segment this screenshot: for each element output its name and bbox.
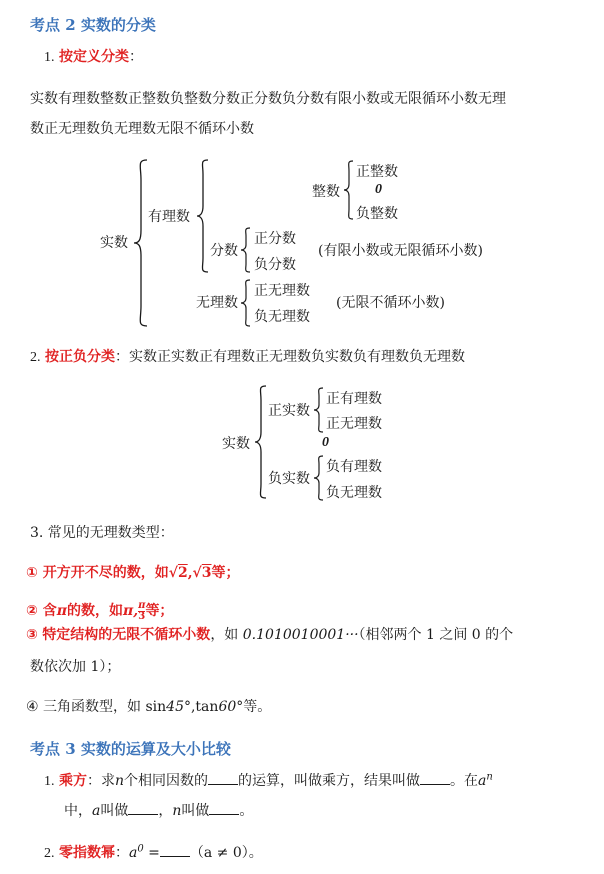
type-text: （相邻两个 1 之间 0 的个 xyxy=(358,627,514,643)
item-text: ， xyxy=(158,803,173,819)
item-colon: ： xyxy=(128,49,143,65)
irrational-type xyxy=(26,696,271,716)
item-number: 1. xyxy=(44,50,55,65)
item-text: ：求 xyxy=(86,773,115,789)
type-continuation: 数依次加 1）； xyxy=(30,659,121,675)
flat-text-line: 数正无理数负无理数无限不循环小数 xyxy=(30,121,254,137)
type-text: ,tan xyxy=(190,699,219,715)
tree-leaf: 负有理数 xyxy=(326,459,382,475)
math-var: n xyxy=(114,773,124,789)
item-label: 按正负分类 xyxy=(44,349,115,365)
item-text: 实数正实数正有理数正无理数负实数负有理数负无理数 xyxy=(128,349,465,365)
tree-node-rational: 有理数 xyxy=(148,209,190,225)
item-colon: ： xyxy=(114,349,129,365)
pi-symbol: π, xyxy=(122,603,139,619)
fill-blank[interactable] xyxy=(420,772,450,785)
fraction-numerator: π xyxy=(138,599,146,611)
tree-leaf: 负整数 xyxy=(356,206,398,222)
radicand: 3 xyxy=(201,565,212,581)
radicand: 2 xyxy=(177,565,188,581)
type-text: 开方开不尽的数，如 xyxy=(42,565,169,581)
tree-root: 实数 xyxy=(100,235,128,251)
angle: 60° xyxy=(218,699,244,715)
math-exponent: n xyxy=(486,771,493,783)
tree-node-irrational: 无理数 xyxy=(196,295,238,311)
fill-blank[interactable] xyxy=(160,844,190,857)
type-text: 三角函数型，如 sin xyxy=(43,699,167,715)
tree-root: 实数 xyxy=(222,436,250,452)
math-var: a xyxy=(477,773,487,789)
example-number: 0.1010010001··· xyxy=(242,627,359,643)
type-text: 的数，如 xyxy=(66,603,123,619)
tree-leaf: 正有理数 xyxy=(326,391,382,407)
irrational-type xyxy=(26,624,513,644)
fill-blank[interactable] xyxy=(208,772,238,785)
tree-leaf: 负分数 xyxy=(254,257,296,273)
circled-number: ③ xyxy=(26,627,38,643)
tree-leaf: 0 xyxy=(375,182,382,197)
math-var: a xyxy=(92,803,101,819)
tree-node-integer: 整数 xyxy=(312,184,340,200)
item-label: 零指数幂 xyxy=(58,845,115,861)
math-var: n xyxy=(172,803,182,819)
tree-leaf: 正整数 xyxy=(356,164,398,180)
section-title: 考点 3 实数的运算及大小比较 xyxy=(30,740,231,758)
circled-number: ④ xyxy=(26,699,39,715)
item-number: 2. xyxy=(44,846,55,861)
item-heading xyxy=(44,770,493,790)
tree-leaf: 正无理数 xyxy=(326,416,382,432)
type-label: 特定结构的无限不循环小数 xyxy=(42,627,211,643)
math-exponent: 0 xyxy=(137,843,144,855)
brace-icon xyxy=(313,388,325,432)
item-label: 按定义分类 xyxy=(58,49,129,65)
brace-icon xyxy=(196,160,210,272)
brace-icon xyxy=(240,228,252,272)
brace-icon xyxy=(313,456,325,500)
item-text: = xyxy=(143,845,160,861)
brace-icon xyxy=(240,280,252,326)
brace-icon xyxy=(343,161,355,219)
item-number: 2. xyxy=(30,350,41,365)
brace-icon xyxy=(133,160,149,326)
item-colon: ： xyxy=(114,845,129,861)
item-text: 个相同因数的 xyxy=(123,773,208,789)
item-text: 。 xyxy=(239,803,254,819)
item-text: 叫做 xyxy=(100,803,129,819)
angle: 45° xyxy=(166,699,191,715)
circled-number: ② xyxy=(26,603,38,619)
irrational-type: ① 开方开不尽的数，如√2,√3等； xyxy=(26,565,240,581)
item-text: （a ≠ 0）。 xyxy=(189,845,263,861)
tree-leaf: 0 xyxy=(322,435,329,450)
section-title: 考点 2 实数的分类 xyxy=(30,16,156,34)
flat-text-line: 实数有理数整数正整数负整数分数正分数负分数有限小数或无限循环小数无理 xyxy=(30,91,506,107)
pi-symbol: π xyxy=(56,603,67,619)
irrational-type xyxy=(26,600,173,622)
tree-leaf: 正无理数 xyxy=(254,283,310,299)
fill-blank[interactable] xyxy=(209,802,239,815)
tree-node-negative: 负实数 xyxy=(268,471,310,487)
type-text: 含 xyxy=(42,603,57,619)
item-label: 乘方 xyxy=(58,773,87,789)
type-text: ，如 xyxy=(210,627,243,643)
item-continuation xyxy=(64,800,253,820)
math-var: a xyxy=(128,845,138,861)
item-text: 叫做 xyxy=(181,803,210,819)
type-end: 等。 xyxy=(243,699,272,715)
type-end: 等； xyxy=(145,603,174,619)
item-text: 的运算，叫做乘方，结果叫做 xyxy=(237,773,420,789)
circled-number: ① xyxy=(26,565,38,581)
fraction-denominator: 3 xyxy=(138,610,146,622)
tree-note: (有限小数或无限循环小数) xyxy=(318,243,483,259)
item-heading: 3. 常见的无理数类型： xyxy=(30,525,174,541)
item-text: 。在 xyxy=(449,773,478,789)
tree-leaf: 负无理数 xyxy=(254,309,310,325)
tree-leaf: 正分数 xyxy=(254,231,296,247)
tree-note: (无限不循环小数) xyxy=(336,295,445,311)
item-number: 1. xyxy=(44,774,55,789)
fill-blank[interactable] xyxy=(128,802,158,815)
item-text: 中， xyxy=(64,803,92,819)
tree-leaf: 负无理数 xyxy=(326,485,382,501)
item-heading xyxy=(44,842,263,862)
item-heading xyxy=(44,46,143,66)
tree-node-positive: 正实数 xyxy=(268,403,310,419)
type-end: 等； xyxy=(211,565,240,581)
item-heading xyxy=(30,346,465,366)
tree-node-fraction: 分数 xyxy=(210,243,238,259)
brace-icon xyxy=(254,386,268,498)
